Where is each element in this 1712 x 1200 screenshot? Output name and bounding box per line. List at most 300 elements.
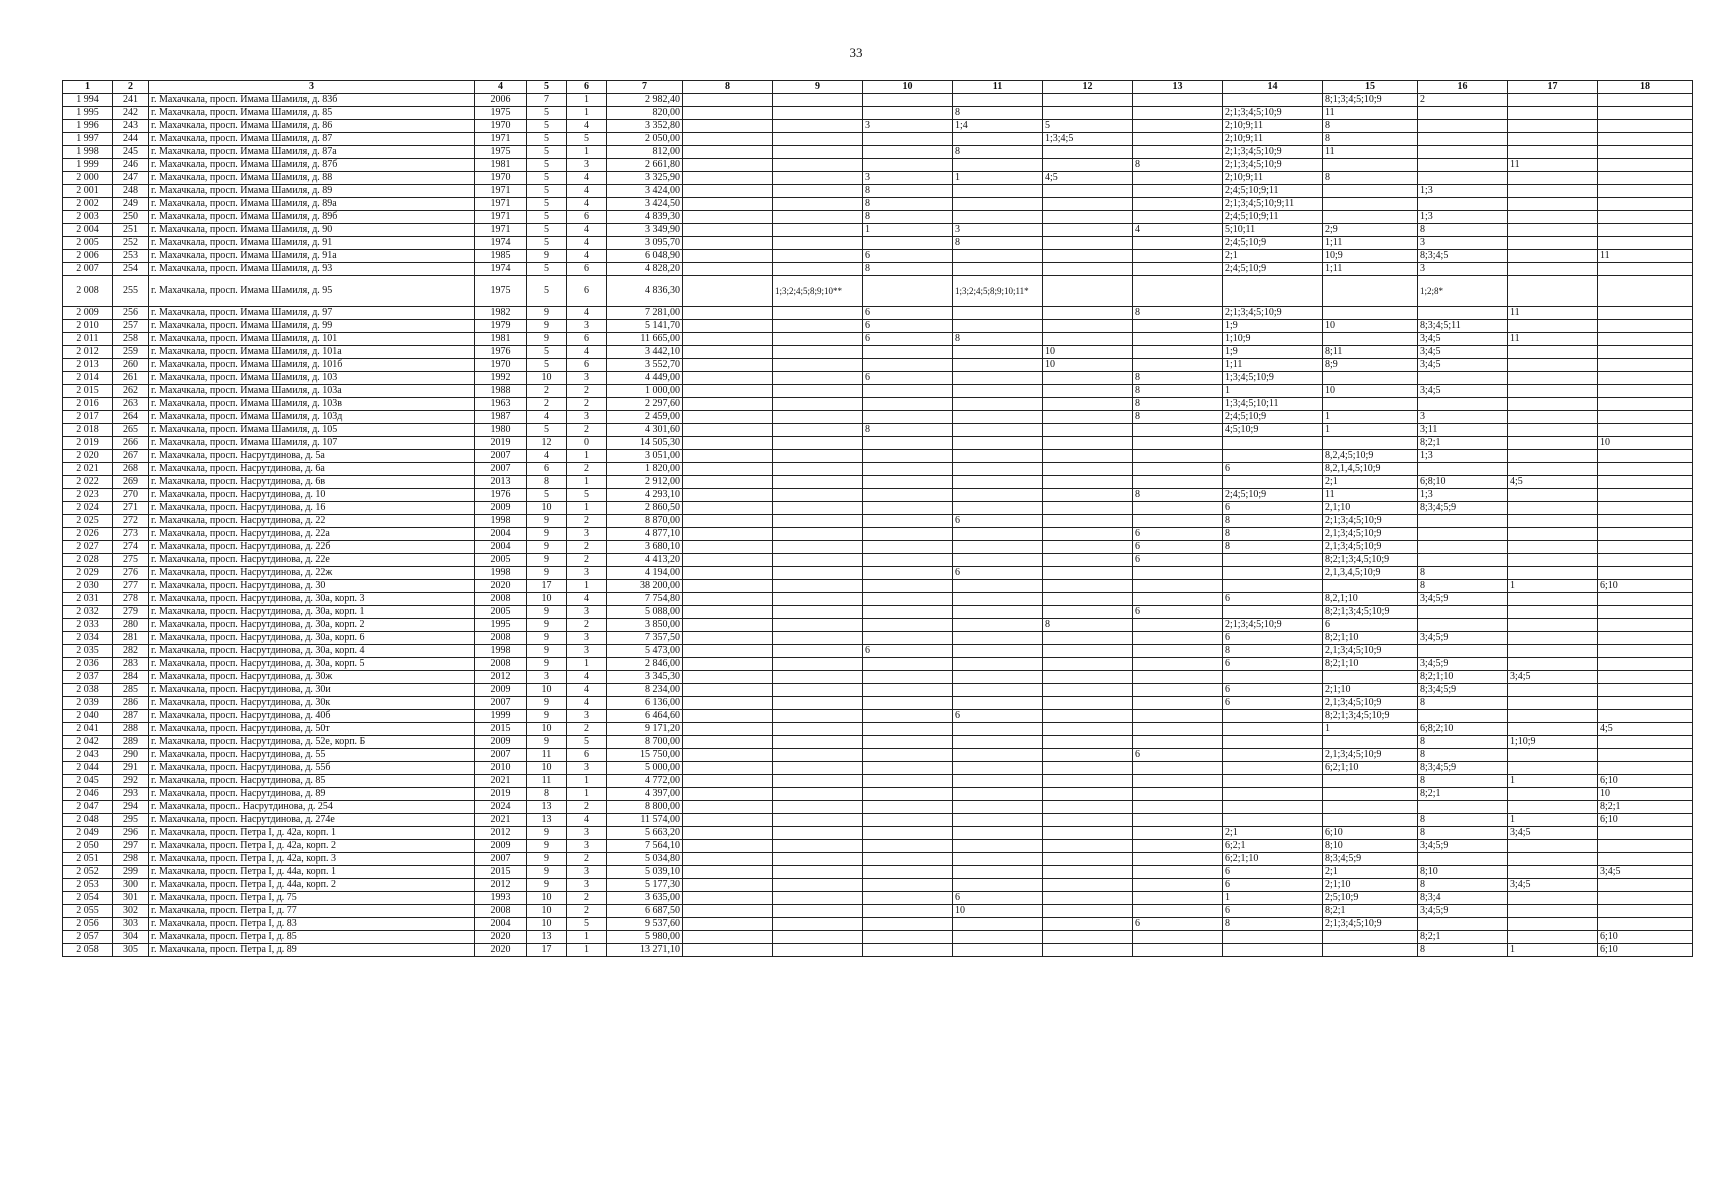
cell-col-15: 10;9 [1323, 250, 1418, 263]
cell-col-9 [773, 671, 863, 684]
cell-col-13: 8 [1133, 159, 1223, 172]
cell-col-11 [953, 263, 1043, 276]
cell-col-1: 1 994 [63, 94, 113, 107]
cell-col-14: 1;3;4;5;10;9 [1223, 372, 1323, 385]
cell-col-5: 9 [527, 619, 567, 632]
cell-col-7: 9 537,60 [607, 918, 683, 931]
cell-col-12 [1043, 931, 1133, 944]
cell-col-2: 305 [113, 944, 149, 957]
cell-col-17 [1508, 385, 1598, 398]
cell-col-17 [1508, 502, 1598, 515]
cell-col-2: 260 [113, 359, 149, 372]
cell-col-12 [1043, 840, 1133, 853]
cell-col-7: 7 281,00 [607, 307, 683, 320]
cell-col-11 [953, 437, 1043, 450]
cell-col-4: 2020 [475, 580, 527, 593]
cell-col-17 [1508, 606, 1598, 619]
cell-col-4: 2009 [475, 840, 527, 853]
cell-col-11 [953, 684, 1043, 697]
cell-col-1: 2 055 [63, 905, 113, 918]
cell-col-3: г. Махачкала, просп. Петра I, д. 42а, корп. 3 [149, 853, 475, 866]
cell-col-15: 8,2,1,4,5;10;9 [1323, 463, 1418, 476]
table-row [63, 593, 1693, 606]
cell-col-13 [1133, 736, 1223, 749]
cell-col-16 [1418, 710, 1508, 723]
cell-col-15: 6;2;1;10 [1323, 762, 1418, 775]
cell-col-14: 2;4;5;10;9 [1223, 411, 1323, 424]
cell-col-6: 3 [567, 879, 607, 892]
cell-col-10 [863, 528, 953, 541]
cell-col-5: 9 [527, 320, 567, 333]
cell-col-9 [773, 840, 863, 853]
cell-col-13 [1133, 133, 1223, 146]
cell-col-6: 4 [567, 185, 607, 198]
cell-col-6: 6 [567, 276, 607, 307]
cell-col-14 [1223, 554, 1323, 567]
cell-col-18 [1598, 645, 1693, 658]
cell-col-5: 11 [527, 749, 567, 762]
cell-col-10 [863, 146, 953, 159]
cell-col-14: 2;4;5;10;9 [1223, 263, 1323, 276]
cell-col-17 [1508, 840, 1598, 853]
cell-col-14: 6 [1223, 684, 1323, 697]
cell-col-7: 4 828,20 [607, 263, 683, 276]
cell-col-15: 6 [1323, 619, 1418, 632]
cell-col-16: 3;4;5;9 [1418, 658, 1508, 671]
cell-col-18 [1598, 198, 1693, 211]
cell-col-14: 6 [1223, 697, 1323, 710]
cell-col-11: 1;3;2;4;5;8;9;10;11* [953, 276, 1043, 307]
cell-col-14 [1223, 749, 1323, 762]
table-row [63, 224, 1693, 237]
cell-col-9 [773, 593, 863, 606]
cell-col-4: 1982 [475, 307, 527, 320]
table-row [63, 172, 1693, 185]
cell-col-4: 1998 [475, 515, 527, 528]
cell-col-12: 4;5 [1043, 172, 1133, 185]
cell-col-12: 10 [1043, 346, 1133, 359]
cell-col-13 [1133, 515, 1223, 528]
cell-col-8 [683, 172, 773, 185]
cell-col-3: г. Махачкала, просп. Петра I, д. 89 [149, 944, 475, 957]
cell-col-15 [1323, 159, 1418, 172]
cell-col-4: 2008 [475, 593, 527, 606]
cell-col-12 [1043, 827, 1133, 840]
cell-col-16 [1418, 159, 1508, 172]
cell-col-2: 257 [113, 320, 149, 333]
cell-col-12: 5 [1043, 120, 1133, 133]
cell-col-5: 3 [527, 671, 567, 684]
table-row [63, 879, 1693, 892]
cell-col-17 [1508, 632, 1598, 645]
cell-col-12 [1043, 307, 1133, 320]
cell-col-15 [1323, 775, 1418, 788]
cell-col-7: 4 449,00 [607, 372, 683, 385]
cell-col-10 [863, 827, 953, 840]
cell-col-6: 2 [567, 541, 607, 554]
cell-col-17 [1508, 762, 1598, 775]
cell-col-10 [863, 567, 953, 580]
cell-col-12 [1043, 437, 1133, 450]
cell-col-15 [1323, 788, 1418, 801]
cell-col-1: 2 005 [63, 237, 113, 250]
cell-col-18 [1598, 853, 1693, 866]
cell-col-16 [1418, 120, 1508, 133]
cell-col-16: 8 [1418, 749, 1508, 762]
cell-col-4: 1998 [475, 567, 527, 580]
cell-col-12 [1043, 905, 1133, 918]
cell-col-1: 2 018 [63, 424, 113, 437]
cell-col-3: г. Махачкала, просп. Имама Шамиля, д. 91 [149, 237, 475, 250]
cell-col-1: 2 028 [63, 554, 113, 567]
cell-col-2: 288 [113, 723, 149, 736]
cell-col-17 [1508, 710, 1598, 723]
cell-col-8 [683, 476, 773, 489]
cell-col-4: 1985 [475, 250, 527, 263]
cell-col-14 [1223, 606, 1323, 619]
cell-col-18 [1598, 593, 1693, 606]
cell-col-3: г. Махачкала, просп. Насрутдинова, д. 10 [149, 489, 475, 502]
cell-col-12 [1043, 333, 1133, 346]
cell-col-1: 2 001 [63, 185, 113, 198]
cell-col-2: 266 [113, 437, 149, 450]
cell-col-17: 1;10;9 [1508, 736, 1598, 749]
cell-col-15: 8;10 [1323, 840, 1418, 853]
cell-col-15 [1323, 580, 1418, 593]
cell-col-5: 9 [527, 606, 567, 619]
cell-col-15 [1323, 437, 1418, 450]
column-header-18: 18 [1598, 81, 1693, 94]
cell-col-11 [953, 211, 1043, 224]
cell-col-13 [1133, 879, 1223, 892]
table-row [63, 411, 1693, 424]
cell-col-10: 8 [863, 424, 953, 437]
cell-col-1: 1 998 [63, 146, 113, 159]
cell-col-14: 6 [1223, 866, 1323, 879]
cell-col-2: 248 [113, 185, 149, 198]
cell-col-14 [1223, 94, 1323, 107]
cell-col-6: 0 [567, 437, 607, 450]
cell-col-4: 1988 [475, 385, 527, 398]
cell-col-5: 5 [527, 120, 567, 133]
cell-col-5: 10 [527, 905, 567, 918]
cell-col-1: 2 053 [63, 879, 113, 892]
cell-col-6: 4 [567, 697, 607, 710]
register-table [62, 80, 1693, 957]
cell-col-10: 8 [863, 211, 953, 224]
cell-col-18 [1598, 237, 1693, 250]
cell-col-7: 6 048,90 [607, 250, 683, 263]
cell-col-1: 2 012 [63, 346, 113, 359]
cell-col-18: 6;10 [1598, 580, 1693, 593]
cell-col-12 [1043, 593, 1133, 606]
cell-col-12 [1043, 749, 1133, 762]
cell-col-18: 3;4;5 [1598, 866, 1693, 879]
cell-col-13 [1133, 463, 1223, 476]
cell-col-8 [683, 159, 773, 172]
cell-col-5: 5 [527, 107, 567, 120]
cell-col-6: 4 [567, 237, 607, 250]
cell-col-8 [683, 333, 773, 346]
cell-col-1: 2 040 [63, 710, 113, 723]
cell-col-18 [1598, 424, 1693, 437]
cell-col-7: 5 177,30 [607, 879, 683, 892]
cell-col-15: 8;2;1;3;4;5;10;9 [1323, 606, 1418, 619]
cell-col-5: 5 [527, 185, 567, 198]
cell-col-9 [773, 172, 863, 185]
cell-col-10 [863, 840, 953, 853]
cell-col-14: 8 [1223, 515, 1323, 528]
cell-col-10 [863, 159, 953, 172]
cell-col-4: 1963 [475, 398, 527, 411]
cell-col-7: 5 473,00 [607, 645, 683, 658]
cell-col-11 [953, 801, 1043, 814]
cell-col-8 [683, 437, 773, 450]
cell-col-15: 1 [1323, 723, 1418, 736]
cell-col-7: 3 552,70 [607, 359, 683, 372]
cell-col-18: 4;5 [1598, 723, 1693, 736]
cell-col-18 [1598, 710, 1693, 723]
cell-col-2: 259 [113, 346, 149, 359]
cell-col-18 [1598, 133, 1693, 146]
table-row [63, 541, 1693, 554]
cell-col-15: 8,2,1;10 [1323, 593, 1418, 606]
column-header-17: 17 [1508, 81, 1598, 94]
cell-col-8 [683, 424, 773, 437]
cell-col-15: 10 [1323, 385, 1418, 398]
cell-col-5: 8 [527, 476, 567, 489]
cell-col-8 [683, 840, 773, 853]
cell-col-11 [953, 866, 1043, 879]
cell-col-8 [683, 567, 773, 580]
cell-col-1: 2 038 [63, 684, 113, 697]
column-header-4: 4 [475, 81, 527, 94]
cell-col-15: 8;9 [1323, 359, 1418, 372]
cell-col-6: 3 [567, 645, 607, 658]
cell-col-2: 245 [113, 146, 149, 159]
cell-col-11: 8 [953, 237, 1043, 250]
cell-col-1: 2 036 [63, 658, 113, 671]
cell-col-14: 2;1;3;4;5;10;9 [1223, 107, 1323, 120]
cell-col-6: 4 [567, 307, 607, 320]
cell-col-1: 1 999 [63, 159, 113, 172]
cell-col-15 [1323, 801, 1418, 814]
cell-col-11 [953, 385, 1043, 398]
table-row [63, 866, 1693, 879]
cell-col-15 [1323, 398, 1418, 411]
cell-col-17 [1508, 372, 1598, 385]
cell-col-13 [1133, 276, 1223, 307]
table-row [63, 198, 1693, 211]
cell-col-3: г. Махачкала, просп. Имама Шамиля, д. 90 [149, 224, 475, 237]
cell-col-17 [1508, 541, 1598, 554]
cell-col-12 [1043, 710, 1133, 723]
cell-col-8 [683, 593, 773, 606]
cell-col-1: 2 014 [63, 372, 113, 385]
cell-col-17 [1508, 94, 1598, 107]
cell-col-15 [1323, 276, 1418, 307]
cell-col-4: 2015 [475, 723, 527, 736]
cell-col-8 [683, 307, 773, 320]
cell-col-11 [953, 250, 1043, 263]
cell-col-14 [1223, 580, 1323, 593]
cell-col-14: 6 [1223, 905, 1323, 918]
cell-col-16: 8 [1418, 736, 1508, 749]
cell-col-2: 298 [113, 853, 149, 866]
cell-col-5: 5 [527, 172, 567, 185]
cell-col-1: 2 002 [63, 198, 113, 211]
table-row [63, 736, 1693, 749]
cell-col-18 [1598, 684, 1693, 697]
cell-col-10 [863, 94, 953, 107]
table-row [63, 827, 1693, 840]
cell-col-17 [1508, 450, 1598, 463]
cell-col-5: 10 [527, 684, 567, 697]
cell-col-9 [773, 185, 863, 198]
cell-col-13: 6 [1133, 749, 1223, 762]
cell-col-4: 2009 [475, 502, 527, 515]
cell-col-13 [1133, 359, 1223, 372]
cell-col-3: г. Махачкала, просп. Имама Шамиля, д. 87 [149, 133, 475, 146]
cell-col-3: г. Махачкала, просп. Насрутдинова, д. 30ж [149, 671, 475, 684]
cell-col-12 [1043, 541, 1133, 554]
cell-col-16 [1418, 606, 1508, 619]
cell-col-13: 8 [1133, 385, 1223, 398]
cell-col-12 [1043, 372, 1133, 385]
cell-col-7: 820,00 [607, 107, 683, 120]
cell-col-4: 2007 [475, 697, 527, 710]
cell-col-16: 1;2;8* [1418, 276, 1508, 307]
cell-col-6: 2 [567, 385, 607, 398]
cell-col-6: 6 [567, 333, 607, 346]
cell-col-13: 6 [1133, 918, 1223, 931]
cell-col-7: 15 750,00 [607, 749, 683, 762]
cell-col-16: 8 [1418, 224, 1508, 237]
cell-col-9 [773, 905, 863, 918]
cell-col-10 [863, 944, 953, 957]
cell-col-18 [1598, 502, 1693, 515]
cell-col-3: г. Махачкала, просп. Имама Шамиля, д. 89 [149, 185, 475, 198]
cell-col-14 [1223, 801, 1323, 814]
cell-col-3: г. Махачкала, просп. Имама Шамиля, д. 99 [149, 320, 475, 333]
cell-col-17 [1508, 866, 1598, 879]
cell-col-11 [953, 320, 1043, 333]
cell-col-11: 3 [953, 224, 1043, 237]
cell-col-8 [683, 788, 773, 801]
cell-col-15: 11 [1323, 107, 1418, 120]
cell-col-11 [953, 775, 1043, 788]
table-row [63, 710, 1693, 723]
cell-col-9 [773, 541, 863, 554]
table-row [63, 515, 1693, 528]
cell-col-7: 7 754,80 [607, 593, 683, 606]
cell-col-9 [773, 224, 863, 237]
column-header-12: 12 [1043, 81, 1133, 94]
cell-col-1: 2 046 [63, 788, 113, 801]
cell-col-1: 2 032 [63, 606, 113, 619]
cell-col-14: 1;10;9 [1223, 333, 1323, 346]
cell-col-12 [1043, 632, 1133, 645]
cell-col-16: 8;3;4;5 [1418, 250, 1508, 263]
table-row [63, 94, 1693, 107]
cell-col-7: 5 000,00 [607, 762, 683, 775]
cell-col-17 [1508, 237, 1598, 250]
cell-col-11 [953, 580, 1043, 593]
cell-col-10 [863, 788, 953, 801]
cell-col-2: 262 [113, 385, 149, 398]
cell-col-1: 2 017 [63, 411, 113, 424]
cell-col-8 [683, 632, 773, 645]
column-header-1: 1 [63, 81, 113, 94]
cell-col-17 [1508, 346, 1598, 359]
cell-col-14 [1223, 437, 1323, 450]
cell-col-17: 1 [1508, 775, 1598, 788]
cell-col-16 [1418, 398, 1508, 411]
cell-col-4: 2013 [475, 476, 527, 489]
cell-col-1: 2 025 [63, 515, 113, 528]
cell-col-2: 278 [113, 593, 149, 606]
cell-col-7: 2 982,40 [607, 94, 683, 107]
cell-col-10 [863, 489, 953, 502]
cell-col-8 [683, 814, 773, 827]
cell-col-7: 13 271,10 [607, 944, 683, 957]
cell-col-18 [1598, 892, 1693, 905]
cell-col-13 [1133, 632, 1223, 645]
cell-col-8 [683, 749, 773, 762]
table-row [63, 185, 1693, 198]
cell-col-1: 2 024 [63, 502, 113, 515]
cell-col-15 [1323, 198, 1418, 211]
cell-col-5: 5 [527, 146, 567, 159]
cell-col-5: 5 [527, 237, 567, 250]
cell-col-12 [1043, 107, 1133, 120]
cell-col-14: 1;11 [1223, 359, 1323, 372]
cell-col-7: 6 136,00 [607, 697, 683, 710]
cell-col-3: г. Махачкала, просп. Имама Шамиля, д. 107 [149, 437, 475, 450]
cell-col-16: 8;3;4;5;11 [1418, 320, 1508, 333]
cell-col-6: 5 [567, 736, 607, 749]
cell-col-15: 2;1;3;4;5;10;9 [1323, 515, 1418, 528]
cell-col-16: 8;2;1 [1418, 437, 1508, 450]
cell-col-10 [863, 541, 953, 554]
cell-col-4: 1975 [475, 276, 527, 307]
cell-col-10 [863, 437, 953, 450]
cell-col-16 [1418, 133, 1508, 146]
cell-col-10: 1 [863, 224, 953, 237]
cell-col-12 [1043, 159, 1133, 172]
cell-col-18 [1598, 398, 1693, 411]
cell-col-12 [1043, 515, 1133, 528]
cell-col-8 [683, 94, 773, 107]
cell-col-11 [953, 879, 1043, 892]
cell-col-17: 11 [1508, 333, 1598, 346]
cell-col-5: 5 [527, 346, 567, 359]
cell-col-13 [1133, 671, 1223, 684]
cell-col-5: 5 [527, 159, 567, 172]
cell-col-3: г. Махачкала, просп. Петра I, д. 42а, корп. 2 [149, 840, 475, 853]
cell-col-7: 5 034,80 [607, 853, 683, 866]
cell-col-18 [1598, 736, 1693, 749]
cell-col-9 [773, 372, 863, 385]
cell-col-13: 8 [1133, 372, 1223, 385]
cell-col-12 [1043, 211, 1133, 224]
cell-col-7: 1 000,00 [607, 385, 683, 398]
cell-col-1: 2 011 [63, 333, 113, 346]
cell-col-10 [863, 697, 953, 710]
cell-col-4: 2007 [475, 749, 527, 762]
cell-col-4: 1970 [475, 120, 527, 133]
cell-col-10 [863, 658, 953, 671]
